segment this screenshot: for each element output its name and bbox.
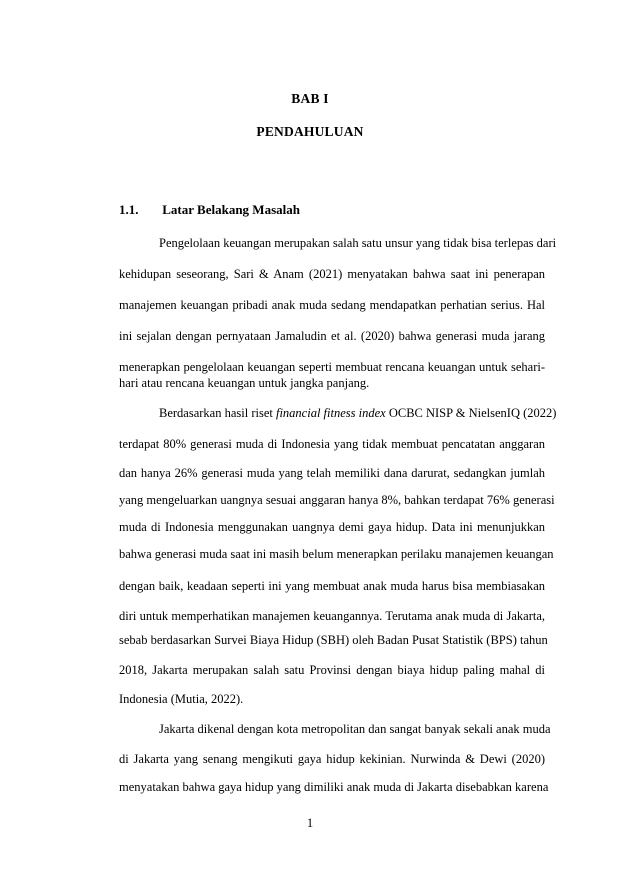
paragraph-2-line: terdapat 80% generasi muda di Indonesia yang tidak membuat pencatatan anggaran — [119, 437, 545, 451]
paragraph-2-line: dengan baik, keadaan seperti ini yang membuat anak muda harus bisa membiasakan — [119, 579, 545, 593]
paragraph-2-line: dan hanya 26% generasi muda yang telah memiliki dana darurat, sedangkan jumlah — [119, 466, 545, 480]
chapter-title: PENDAHULUAN — [256, 124, 364, 139]
paragraph-1-line: ini sejalan dengan pernyataan Jamaludin et al. (2020) bahwa generasi muda jarang — [119, 329, 545, 343]
paragraph-2-line: diri untuk memperhatikan manajemen keuangannya. Terutama anak muda di Jakarta, — [119, 609, 545, 623]
paragraph-3-line: Jakarta dikenal dengan kota metropolitan dan sangat banyak sekali anak muda — [159, 722, 551, 736]
paragraph-1-line: menerapkan pengelolaan keuangan seperti membuat rencana keuangan untuk sehari- — [119, 360, 545, 374]
paragraph-2-italic-term: financial fitness index — [275, 406, 386, 420]
paragraph-1-line: Pengelolaan keuangan merupakan salah satu unsur yang tidak bisa terlepas dari — [159, 236, 557, 250]
section-title: Latar Belakang Masalah — [162, 202, 300, 217]
paragraph-3-line: menyatakan bahwa gaya hidup yang dimiliki anak muda di Jakarta disebabkan karena — [119, 780, 549, 794]
paragraph-2-line: Indonesia (Mutia, 2022). — [119, 692, 244, 706]
paragraph-3-line: di Jakarta yang senang mengikuti gaya hidup kekinian. Nurwinda & Dewi (2020) — [119, 752, 545, 766]
section-heading — [119, 202, 300, 218]
paragraph-2-prefix: Berdasarkan hasil riset — [159, 406, 276, 420]
paragraph-1-line: manajemen keuangan pribadi anak muda sedang mendapatkan perhatian serius. Hal — [119, 298, 545, 312]
paragraph-2-line: sebab berdasarkan Survei Biaya Hidup (SBH) oleh Badan Pusat Statistik (BPS) tahun — [119, 633, 548, 647]
section-number: 1.1. — [119, 202, 139, 217]
paragraph-2-line: bahwa generasi muda saat ini masih belum menerapkan perilaku manajemen keuangan — [119, 547, 554, 561]
paragraph-2-suffix: OCBC NISP & NielsenIQ (2022) — [385, 406, 557, 420]
page-number: 1 — [306, 816, 314, 830]
paragraph-1-line: hari atau rencana keuangan untuk jangka panjang. — [119, 376, 370, 390]
paragraph-2-line: 2018, Jakarta merupakan salah satu Provinsi dengan biaya hidup paling mahal di — [119, 663, 545, 677]
paragraph-2-line: yang mengeluarkan uangnya sesuai anggaran hanya 8%, bahkan terdapat 76% generasi — [119, 493, 555, 507]
paragraph-2-line: muda di Indonesia menggunakan uangnya demi gaya hidup. Data ini menunjukkan — [119, 520, 545, 534]
paragraph-1-line: kehidupan seseorang, Sari & Anam (2021) menyatakan bahwa saat ini penerapan — [119, 267, 545, 281]
chapter-number: BAB I — [291, 91, 329, 106]
paragraph-2-first-line — [159, 406, 557, 421]
